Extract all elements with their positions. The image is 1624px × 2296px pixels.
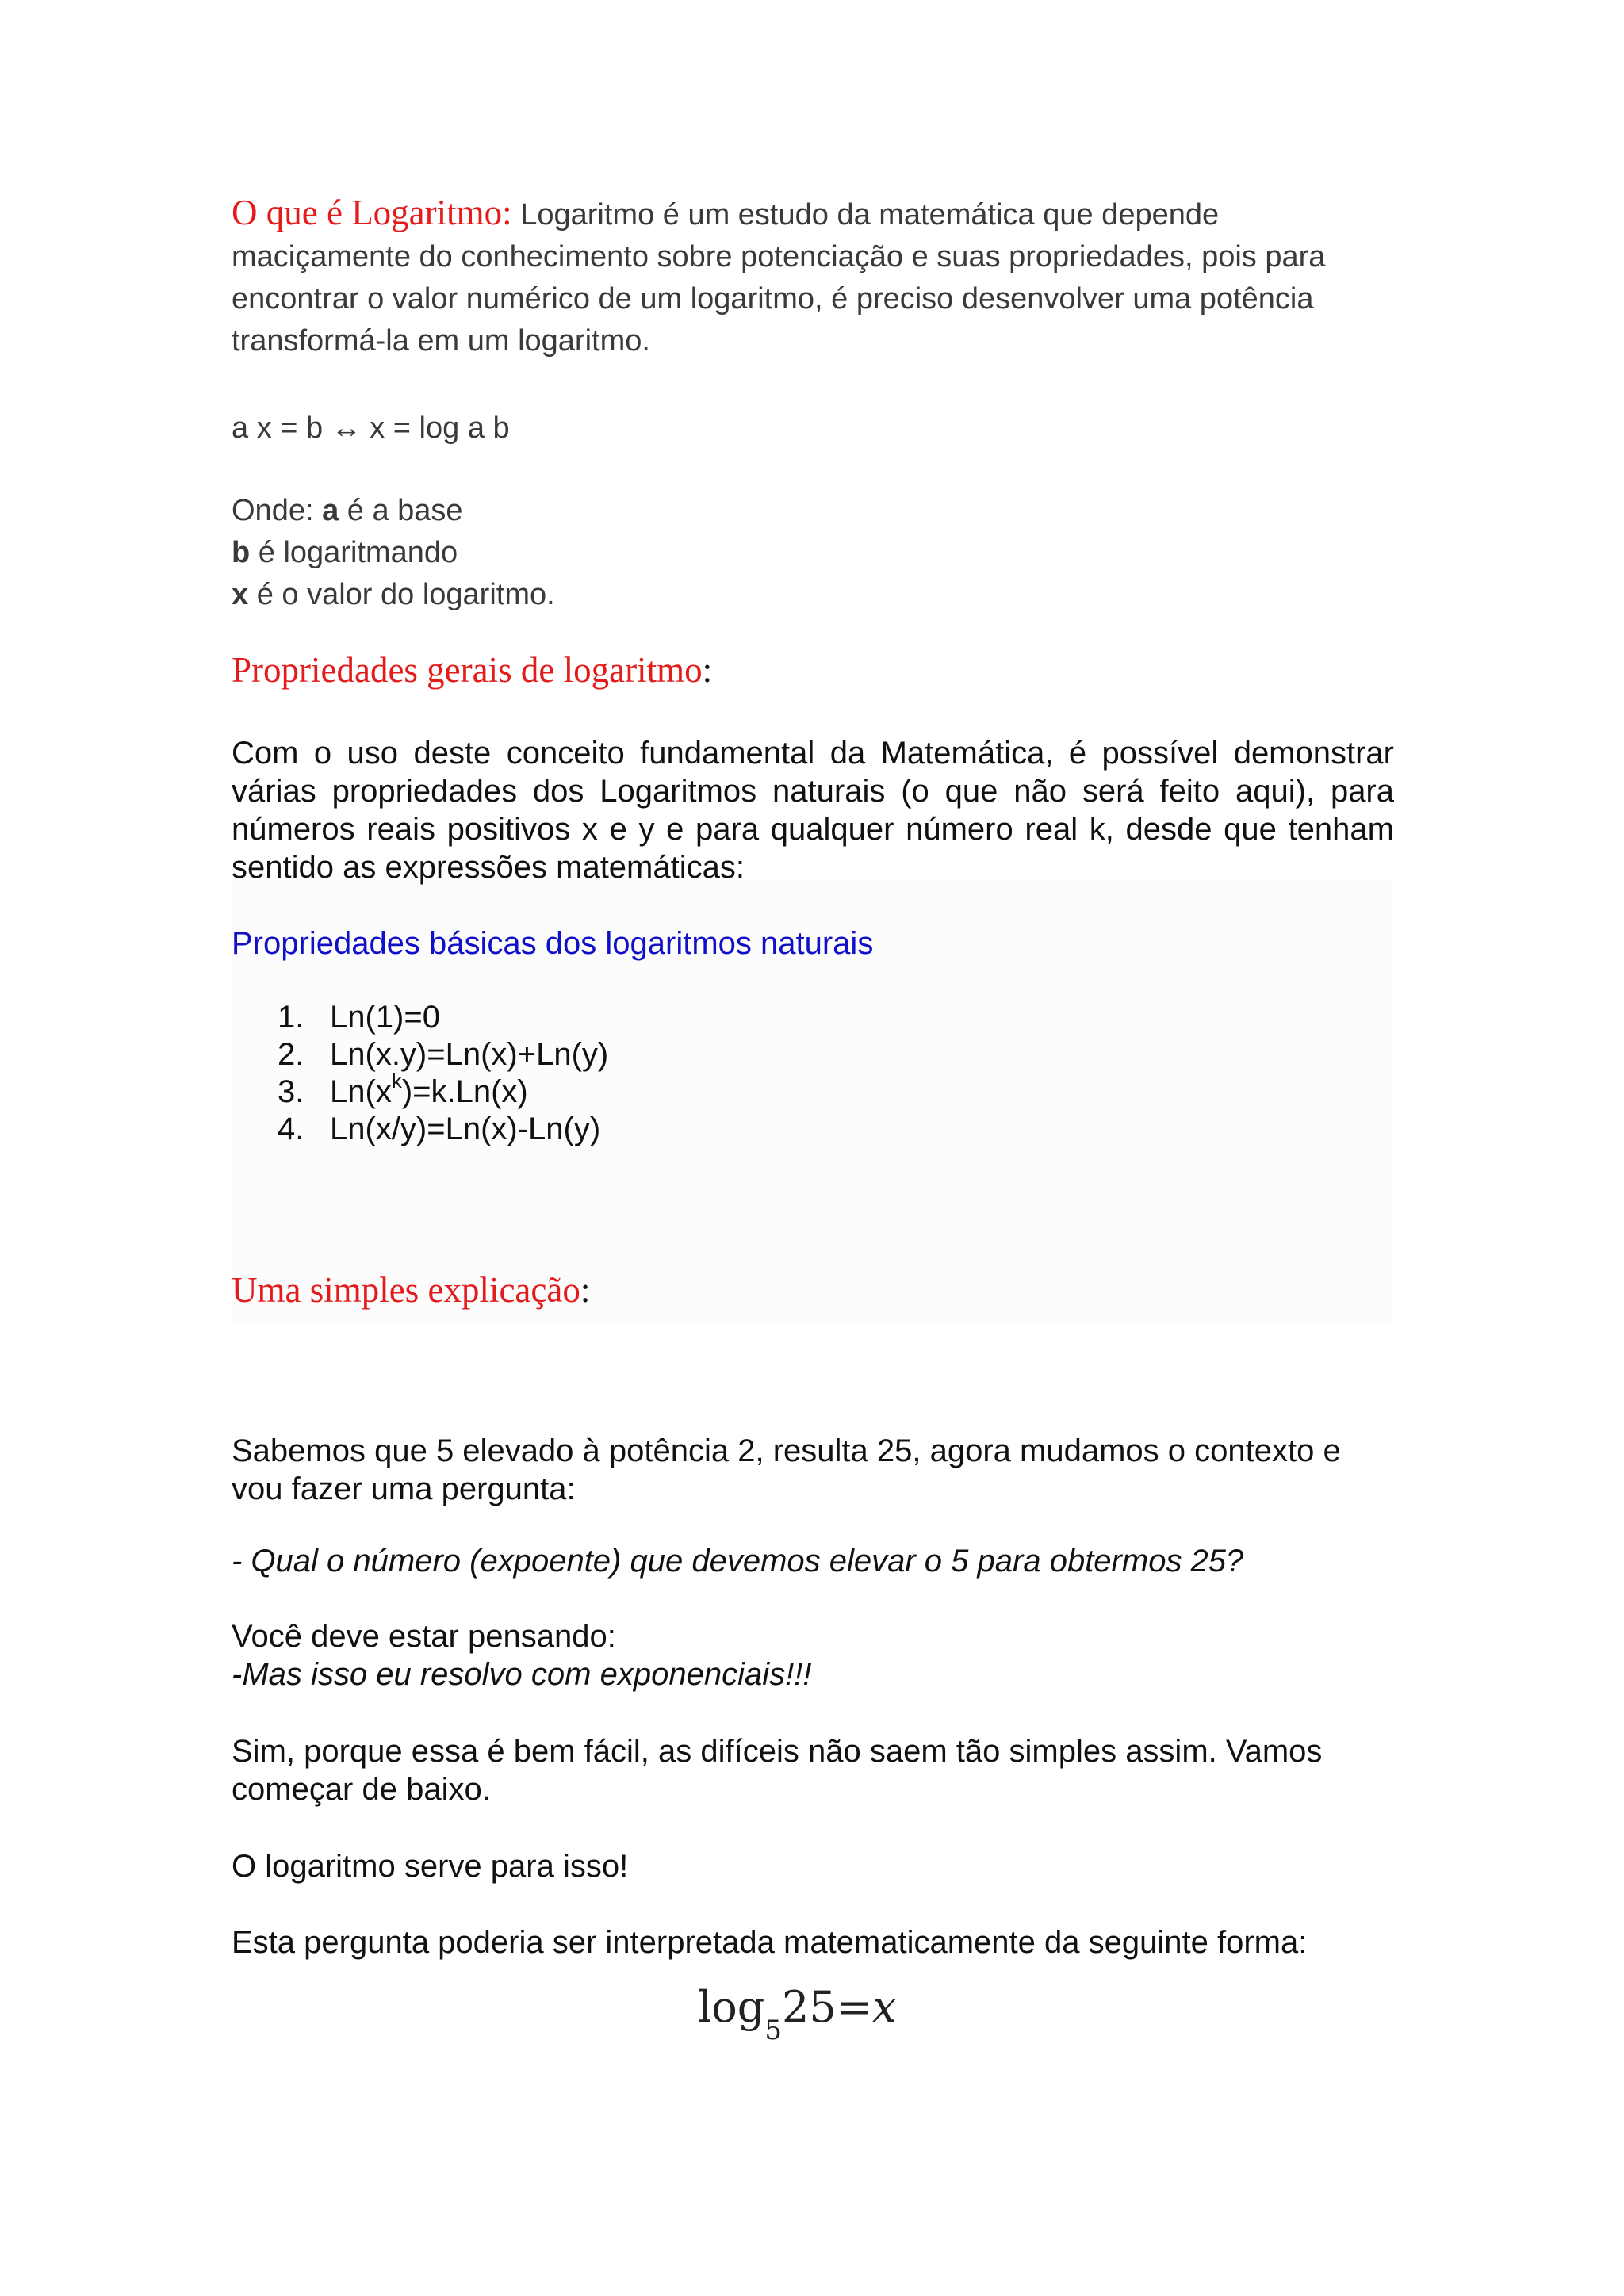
thinking-line: Você deve estar pensando:	[232, 1619, 616, 1654]
intro-text: Logaritmo é um estudo da matemática que depende maciçamente do conhecimento sobre potenciação e suas propriedades, pois para encontrar o valor numérico de um logaritmo, é preciso desenvolver uma potência transformá-la em um logaritmo.	[232, 198, 1326, 358]
list-item	[278, 999, 1440, 1036]
list-text	[330, 1069, 528, 1111]
intro-paragraph	[232, 192, 1394, 362]
list-text: Ln(x.y)=Ln(x)+Ln(y)	[330, 1037, 609, 1072]
explanation-paragraph-3: Sim, porque essa é bem fácil, as difíceis não saem tão simples assim. Vamos começar de baixo.	[232, 1734, 1323, 1807]
definition-x	[232, 574, 1394, 616]
explanation-paragraph-1: Sabemos que 5 elevado à potência 2, resulta 25, agora mudamos o contexto e vou fazer uma pergunta:	[232, 1433, 1341, 1506]
formula-equals: =	[836, 1982, 872, 2032]
list-text: Ln(x/y)=Ln(x)-Ln(y)	[330, 1112, 601, 1146]
list-number: 1.	[278, 1000, 304, 1035]
properties-list	[278, 999, 1440, 1148]
explanation-paragraph-4: O logaritmo serve para isso!	[232, 1849, 629, 1884]
definition-x-text: é o valor do logaritmo.	[248, 578, 555, 611]
explanation-question: - Qual o número (expoente) que devemos elevar o 5 para obtermos 25?	[232, 1544, 1244, 1578]
list-number: 3.	[278, 1074, 304, 1109]
definition-a-text: é a base	[339, 494, 463, 527]
heading-general-properties: Propriedades gerais de logaritmo	[232, 650, 703, 690]
var-a: a	[322, 494, 339, 527]
heading-simple-explanation: Uma simples explicação	[232, 1270, 580, 1310]
definition-b	[232, 532, 1394, 574]
definition-equation: a x = b ↔ x = log a b	[232, 411, 510, 445]
heading-what-is-logarithm: O que é Logaritmo:	[232, 193, 512, 232]
list-item	[278, 1036, 1440, 1073]
list-text-post: )=k.Ln(x)	[401, 1074, 528, 1109]
formula-argument: 25	[782, 1982, 837, 2032]
list-text: Ln(1)=0	[330, 1000, 440, 1035]
formula-base: 5	[764, 2015, 782, 2046]
properties-paragraph: Com o uso deste conceito fundamental da Matemática, é possível demonstrar várias propriedades dos Logaritmos naturais (o que não será feito aqui), para números reais positivos x e y e para qualquer número real k, desde que tenham sentido as expressões matemáticas:	[232, 736, 1394, 885]
definition-a	[232, 490, 1394, 532]
onde-label: Onde:	[232, 494, 323, 527]
list-item	[278, 1111, 1440, 1148]
list-number: 2.	[278, 1037, 304, 1072]
subheading-basic-properties: Propriedades básicas dos logaritmos naturais	[232, 926, 874, 961]
heading-colon: :	[580, 1270, 591, 1310]
log-formula	[698, 1982, 897, 2046]
explanation-paragraph-5: Esta pergunta poderia ser interpretada matematicamente da seguinte forma:	[232, 1925, 1308, 1960]
list-number: 4.	[278, 1112, 304, 1146]
formula-variable: x	[871, 1982, 897, 2032]
heading-simple-explanation-block	[232, 1262, 1394, 1326]
definition-b-text: é logaritmando	[250, 536, 458, 569]
var-b: b	[232, 536, 251, 569]
heading-general-properties-block	[232, 642, 1394, 706]
formula-log: log	[698, 1982, 765, 2032]
exponential-line: -Mas isso eu resolvo com exponenciais!!!	[232, 1657, 812, 1692]
list-text-pre: Ln(x	[330, 1074, 392, 1109]
definitions-list	[232, 490, 1394, 616]
exponent-k: k	[391, 1069, 402, 1093]
explanation-paragraph-2	[232, 1617, 1394, 1693]
heading-colon: :	[702, 650, 713, 690]
list-item	[278, 1069, 1440, 1111]
var-x: x	[232, 578, 249, 611]
